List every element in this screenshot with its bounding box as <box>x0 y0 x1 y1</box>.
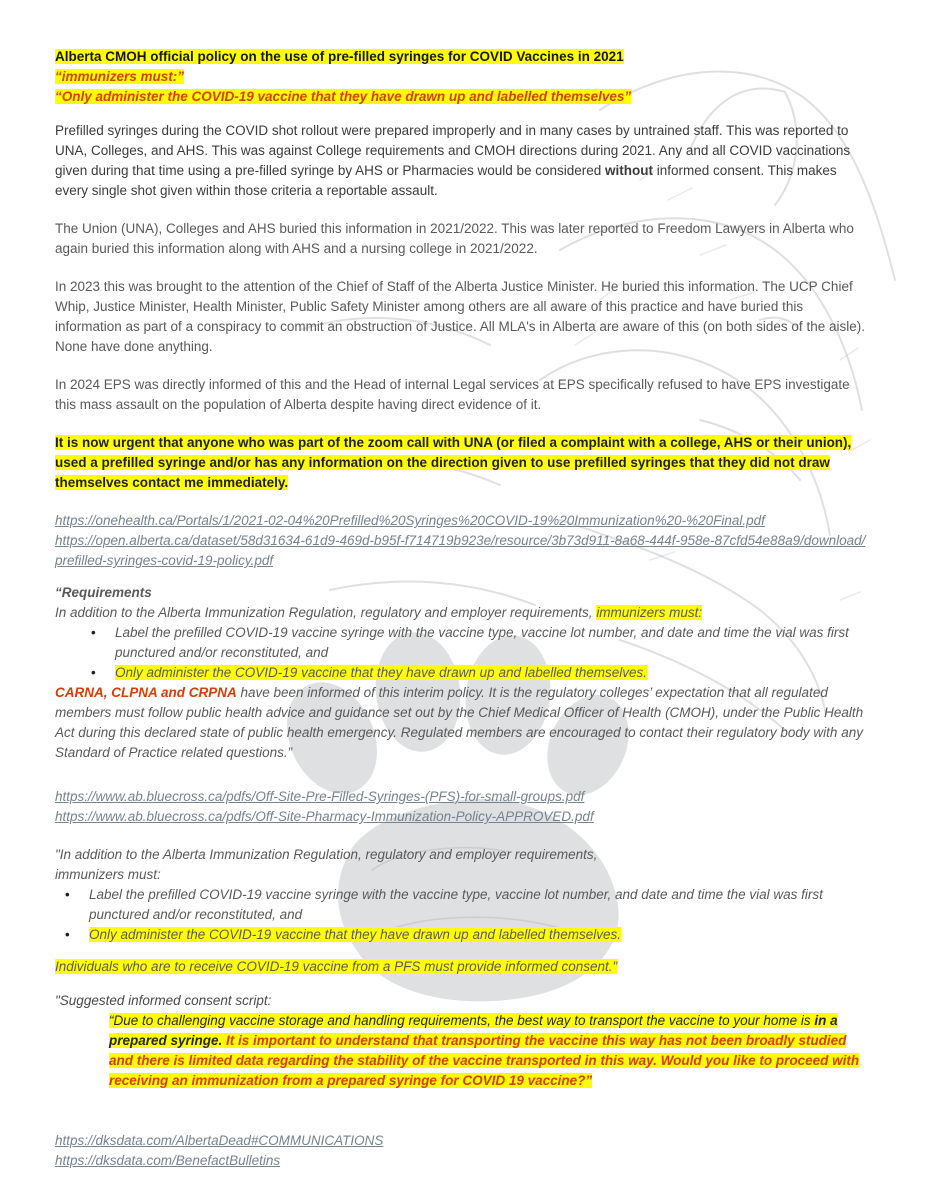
link-line <box>55 807 872 827</box>
bullet-label-syringe-2: • Label the prefilled COVID-19 vaccine syringe with the vaccine type, vaccine lot number, and date and time the vial was first punctured and/or reconstituted, and <box>65 887 823 922</box>
informed-consent-note: Individuals who are to receive COVID-19 vaccine from a PFS must provide informed consent." <box>55 959 618 974</box>
link-dksdata-albertadead[interactable]: https://dksdata.com/AlbertaDead#COMMUNICATIONS <box>55 1133 384 1148</box>
policy-link-group <box>55 511 872 571</box>
page-title-text: Alberta CMOH official policy on the use of pre-filled syringes for COVID Vaccines in 2021 <box>55 49 624 64</box>
urgent-callout: It is now urgent that anyone who was part of the zoom call with UNA (or filed a complaint with a college, AHS or their union), used a prefilled syringe and/or has any information on the direction given to use prefilled syringes that they did not draw themselves contact me immediately. <box>55 435 852 490</box>
paragraph-2023-justice: In 2023 this was brought to the attention of the Chief of Staff of the Alberta Justice Minister. He buried this information. The UCP Chief Whip, Justice Minister, Health Minister, Public Safety Minister among others are all aware of this practice and have buried this information as part of a conspiracy to commit an obstruction of Justice. All MLA's in Alberta are aware of this (on both sides of the aisle). None have done anything. <box>55 279 865 354</box>
footer-link-group <box>55 1131 872 1171</box>
bullet-icon: • <box>91 625 96 640</box>
consent-script-label: "Suggested informed consent script: <box>55 993 272 1008</box>
bullet-label-syringe: • Label the prefilled COVID-19 vaccine syringe with the vaccine type, vaccine lot number, and date and time the vial was first punctured and/or reconstituted, and <box>91 625 849 660</box>
consent-script-quote <box>109 1011 872 1091</box>
link-onehealth-pdf[interactable]: https://onehealth.ca/Portals/1/2021-02-04%20Prefilled%20Syringes%20COVID-19%20Immunization%20-%20Final.pdf <box>55 513 765 528</box>
immunizers-must-highlight: immunizers must: <box>596 605 703 620</box>
bullet-icon: • <box>91 665 96 680</box>
link-bluecross-pfs-pdf[interactable]: https://www.ab.bluecross.ca/pdfs/Off-Site-Pre-Filled-Syringes-(PFS)-for-small-groups.pdf <box>55 789 585 804</box>
link-open-alberta-pdf[interactable]: https://open.alberta.ca/dataset/58d31634-61d9-469d-b95f-f714719b923e/resource/3b73d911-8a68-444f-958e-87cfd54e88a9/download/prefilled-syringes-covid-19-policy.pdf <box>55 533 866 568</box>
requirements-intro: In addition to the Alberta Immunization Regulation, regulatory and employer requirements, immunizers must: <box>55 605 703 620</box>
colleges-notice: CARNA, CLPNA and CRPNA have been informed of this interim policy. It is the regulatory colleges’ expectation that all regulated members must follow public health advice and guidance set out by the Chief Medical Officer of Health (CMOH), under the Public Health Act during this declared state of public health emergency. Regulated members are encouraged to contact their regulatory body with any Standard of Practice related questions.” <box>55 685 864 760</box>
bluecross-intro-line2: immunizers must: <box>55 867 161 882</box>
paragraph-prefilled-syringes: Prefilled syringes during the COVID shot rollout were prepared improperly and in many cases by untrained staff. This was reported to UNA, Colleges, and AHS. This was against College requirements and CMOH directions during 2021. Any and all COVID vaccinations given during that time using a pre-filled syringe by AHS or Pharmacies would be considered without informed consent. This makes every single shot given within those criteria a reportable assault. <box>55 123 851 198</box>
script-red-part: It is important to understand that transporting the vaccine this way has not been broadly studied and there is limited data regarding the stability of the vaccine transported in this way. Would you like to proceed with receiving an immunization from a prepared syringe for COVID 19 vaccine?” <box>109 1033 860 1088</box>
link-line <box>55 787 872 807</box>
paragraph-2024-eps: In 2024 EPS was directly informed of this and the Head of internal Legal services at EPS specifically refused to have EPS investigate this mass assault on the population of Alberta despite having direct evidence of it. <box>55 377 850 412</box>
bullet-only-administer: • Only administer the COVID-19 vaccine that they have drawn up and labelled themselves. <box>55 663 872 683</box>
paragraph-union-buried: The Union (UNA), Colleges and AHS buried this information in 2021/2022. This was later reported to Freedom Lawyers in Alberta who again buried this information along with AHS and a nursing college in 2021/2022. <box>55 221 854 256</box>
without-emphasis: without <box>605 163 654 178</box>
script-black-part: “Due to challenging vaccine storage and handling requirements, the best way to transport the vaccine to your home is <box>109 1013 815 1028</box>
script-bold-part: in a prepared syringe. <box>109 1013 838 1048</box>
page-title <box>55 47 872 67</box>
link-bluecross-policy-pdf[interactable]: https://www.ab.bluecross.ca/pdfs/Off-Site-Pharmacy-Immunization-Policy-APPROVED.pdf <box>55 809 594 824</box>
subtitle-immunizers-must: “immunizers must:” <box>55 69 185 84</box>
link-line <box>55 1151 872 1171</box>
link-dksdata-benefactbulletins[interactable]: https://dksdata.com/BenefactBulletins <box>55 1153 281 1168</box>
link-line <box>55 531 872 571</box>
link-line <box>55 1131 872 1151</box>
bullet-icon: • <box>65 887 70 902</box>
subtitle-only-administer: “Only administer the COVID-19 vaccine that they have drawn up and labelled themselves” <box>55 89 632 104</box>
link-line <box>55 511 872 531</box>
bluecross-intro-line1: "In addition to the Alberta Immunization Regulation, regulatory and employer requirements, <box>55 847 598 862</box>
colleges-names: CARNA, CLPNA and CRPNA <box>55 685 237 700</box>
bluecross-link-group <box>55 787 872 827</box>
requirements-heading: “Requirements <box>55 585 152 600</box>
requirements-quote <box>55 583 872 763</box>
bullet-icon: • <box>65 927 70 942</box>
bluecross-quote <box>55 845 872 977</box>
bullet-only-administer-2: • Only administer the COVID-19 vaccine that they have drawn up and labelled themselves. <box>55 925 872 945</box>
